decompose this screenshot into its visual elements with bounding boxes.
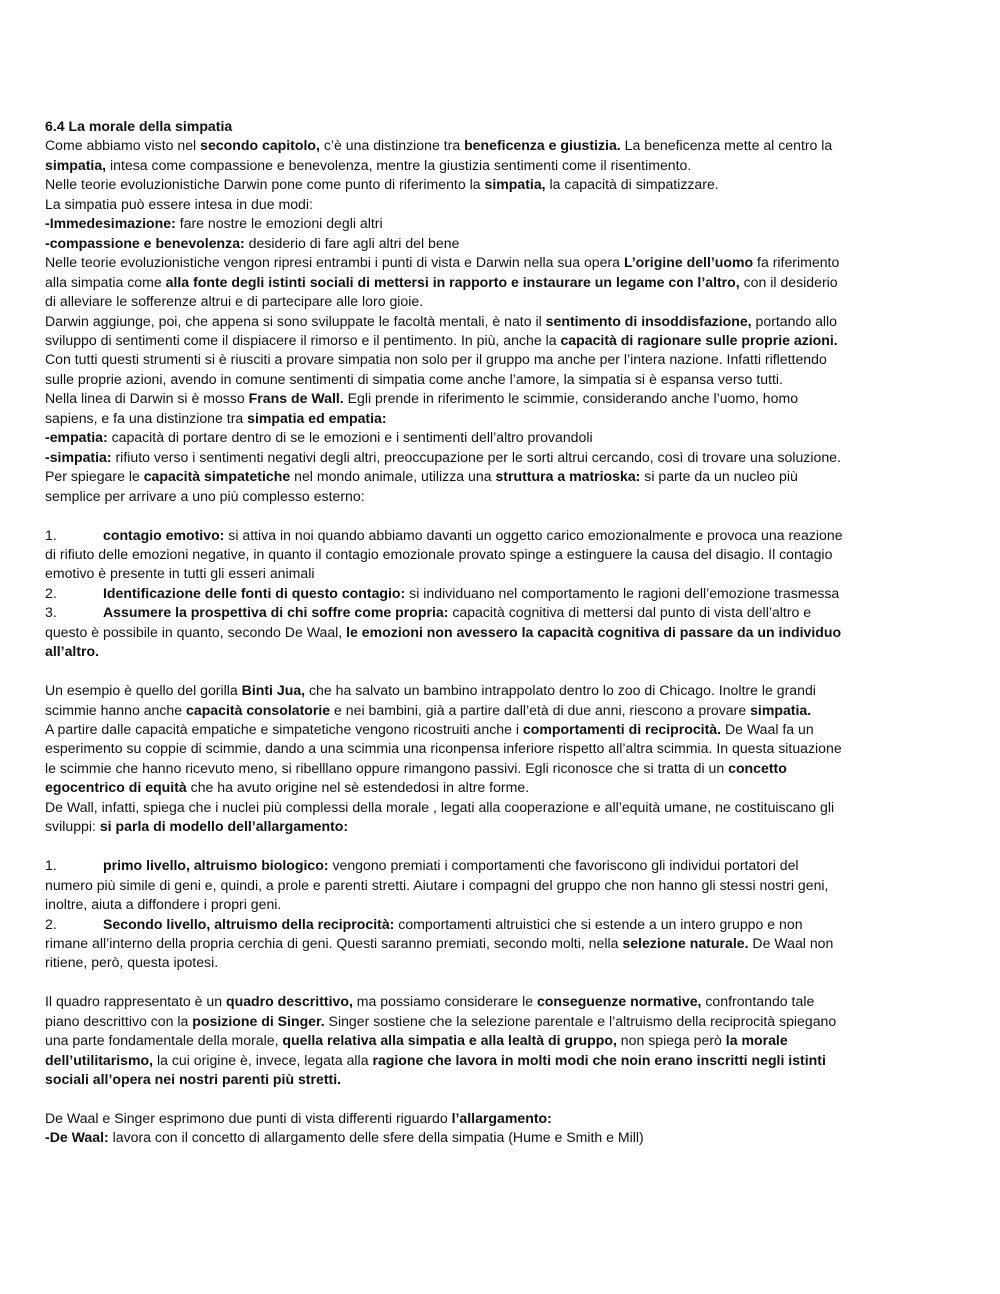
- text-run: inoltre, aiuta a diffondere i propri geni.: [45, 896, 282, 913]
- text-run: La beneficenza mette al centro la: [620, 137, 833, 154]
- bold-text: egocentrico di equità: [45, 779, 187, 796]
- bold-text: primo livello, altruismo biologico:: [103, 857, 329, 874]
- text-line: [45, 389, 882, 408]
- text-run: Come abbiamo visto nel: [45, 137, 201, 154]
- text-line: [45, 467, 882, 486]
- bold-text: si parla di modello dell’allargamento:: [99, 818, 349, 835]
- text-run: si individuano nel comportamento le ragioni dell’emozione trasmessa: [405, 584, 840, 601]
- bold-text: quella relativa alla simpatia e alla lealtà di gruppo,: [282, 1032, 617, 1049]
- text-run: le scimmie che hanno ricevuto meno, si ribelllano oppure rimangono passivi. Egli riconosce che si tratta di un: [45, 759, 729, 776]
- text-run: sviluppo di sentimenti come il dispiacere il rimorso e il pentimento. In più, anche la: [45, 331, 561, 348]
- paragraph: [45, 992, 882, 1089]
- text-run: Per spiegare le: [45, 468, 144, 485]
- text-run: questo è possibile in quanto, secondo De Waal,: [45, 623, 347, 640]
- text-line: [45, 584, 882, 603]
- text-run: portando allo: [751, 312, 838, 329]
- text-run: ritiene, però, questa ipotesi.: [45, 954, 219, 971]
- paragraph: [45, 856, 882, 973]
- text-line: [45, 681, 882, 700]
- text-run: si parte da un nucleo più: [640, 468, 798, 485]
- text-line: [45, 798, 882, 817]
- text-line: [45, 409, 882, 428]
- bold-text: struttura a matrioska:: [495, 468, 641, 485]
- text-line: [45, 253, 882, 272]
- bold-text: all’altro.: [45, 643, 100, 660]
- paragraph: [45, 389, 882, 428]
- bold-text: -Immedesimazione:: [45, 215, 176, 232]
- bold-text: conseguenze normative,: [536, 993, 702, 1010]
- bold-text: capacità consolatorie: [186, 701, 331, 718]
- list-number: 2.: [45, 584, 57, 601]
- paragraph-spacer: [45, 1090, 882, 1109]
- text-line: [45, 720, 882, 739]
- text-run: non spiega però: [616, 1032, 726, 1049]
- text-line: [45, 292, 882, 311]
- text-run: Egli prende in riferimento le scimmie, considerando anche l’uomo, homo: [343, 390, 799, 407]
- text-line: [45, 545, 882, 564]
- document-body: [45, 136, 882, 1147]
- paragraph-spacer: [45, 662, 882, 681]
- bold-text: simpatia,: [484, 176, 546, 193]
- text-run: rimane all’interno della propria cerchia di geni. Questi saranno premiati, secondo molti, nella: [45, 934, 623, 951]
- paragraph: [45, 681, 882, 837]
- bold-text: Secondo livello, altruismo della reciprocità:: [103, 915, 395, 932]
- bold-text: beneficenza e giustizia.: [464, 137, 621, 154]
- bold-text: -empatia:: [45, 429, 108, 446]
- text-line: [45, 526, 882, 545]
- text-run: sapiens, e fa una distinzione tra: [45, 409, 248, 426]
- text-run: sviluppi:: [45, 818, 100, 835]
- text-run: desiderio di fare agli altri del bene: [244, 234, 460, 251]
- section-title: 6.4 La morale della simpatia: [45, 118, 233, 134]
- paragraph: [45, 467, 882, 506]
- text-line: [45, 856, 882, 875]
- text-run: fare nostre le emozioni degli altri: [175, 215, 383, 232]
- text-run: c’è una distinzione tra: [319, 137, 465, 154]
- text-line: [45, 623, 882, 642]
- text-run: capacità di portare dentro di se le emozioni e i sentimenti dell’altro provandoli: [107, 429, 593, 446]
- text-run: Nella linea di Darwin si è mosso: [45, 390, 249, 407]
- text-line: [45, 817, 882, 836]
- bold-text: simpatia.: [750, 701, 812, 718]
- text-run: ma possiamo considerare le: [352, 993, 537, 1010]
- text-run: sulle proprie azioni, avendo in comune sentimenti di simpatia come anche l’amore, la simpatia si è espansa verso tutti.: [45, 370, 783, 387]
- text-run: nel mondo animale, utilizza una: [290, 468, 496, 485]
- paragraph: [45, 428, 882, 467]
- text-line: [45, 175, 882, 194]
- bold-text: -simpatia:: [45, 448, 112, 465]
- text-line: [45, 895, 882, 914]
- bold-text: le emozioni non avessero la capacità cognitiva di passare da un individuo: [346, 623, 842, 640]
- paragraph: [45, 175, 882, 253]
- text-line: [45, 195, 882, 214]
- text-line: [45, 234, 882, 253]
- bold-text: -De Waal:: [45, 1129, 109, 1146]
- bold-text: comportamenti di reciprocità.: [522, 721, 722, 738]
- text-line: [45, 992, 882, 1011]
- text-run: La simpatia può essere intesa in due modi:: [45, 195, 313, 212]
- text-line: [45, 350, 882, 369]
- text-run: numero più simile di geni e, quindi, a prole e parenti stretti. Aiutare i compagni del gruppo che non hanno gli stessi nostri geni,: [45, 876, 829, 893]
- text-run: fa riferimento: [753, 254, 840, 271]
- text-run: comportamenti altruistici che si estende a un intero gruppo e non: [394, 915, 803, 932]
- bold-text: dell’utilitarismo,: [45, 1051, 154, 1068]
- bold-text: quadro descrittivo,: [226, 993, 353, 1010]
- list-number: 2.: [45, 915, 57, 932]
- bold-text: simpatia,: [45, 156, 107, 173]
- text-line: [45, 136, 882, 155]
- bold-text: selezione naturale.: [622, 934, 749, 951]
- list-number: 1.: [45, 526, 57, 543]
- text-run: esperimento su coppie di scimmie, dando a una scimmia una riconpensa inferiore rispetto all’altra scimmia. In questa situazione: [45, 740, 842, 757]
- text-line: [45, 759, 882, 778]
- text-line: [45, 331, 882, 350]
- text-run: Nelle teorie evoluzionistiche Darwin pone come punto di riferimento la: [45, 176, 485, 193]
- text-run: De Waal non: [748, 934, 834, 951]
- text-line: [45, 312, 882, 331]
- text-line: [45, 448, 882, 467]
- text-line: [45, 934, 882, 953]
- text-line: [45, 214, 882, 233]
- bold-text: capacità di ragionare sulle proprie azioni.: [560, 331, 838, 348]
- text-run: confrontando tale: [701, 993, 815, 1010]
- text-run: Con tutti questi strumenti si è riusciti a provare simpatia non solo per il gruppo ma anche per l’intera nazione. Infatti riflettendo: [45, 351, 827, 368]
- paragraph: [45, 1109, 882, 1148]
- list-number: 1.: [45, 857, 57, 874]
- text-run: De Waal e Singer esprimono due punti di vista differenti riguardo: [45, 1110, 452, 1127]
- text-line: [45, 487, 882, 506]
- text-line: [45, 370, 882, 389]
- text-line: [45, 778, 882, 797]
- text-line: [45, 428, 882, 447]
- text-run: di alleviare le sofferenze altrui e di partecipare alle loro gioie.: [45, 293, 424, 310]
- text-run: la capacità di simpatizzare.: [545, 176, 719, 193]
- bold-text: capacità simpatetiche: [143, 468, 291, 485]
- list-number: 3.: [45, 604, 57, 621]
- text-line: [45, 1109, 882, 1128]
- bold-text: posizione di Singer.: [192, 1012, 325, 1029]
- text-line: [45, 1012, 882, 1031]
- text-run: una parte fondamentale della morale,: [45, 1032, 283, 1049]
- text-line: [45, 273, 882, 292]
- bold-text: la morale: [725, 1032, 788, 1049]
- text-run: Nelle teorie evoluzionistiche vengon ripresi entrambi i punti di vista e Darwin nella sua opera: [45, 254, 624, 271]
- text-run: di rifiuto delle emozioni negative, in quanto il contagio emozionale provato spinge a estinguere la causa del disagio. Il contagio: [45, 545, 833, 562]
- text-line: [45, 1070, 882, 1089]
- text-run: scimmie hanno anche: [45, 701, 187, 718]
- text-run: Singer sostiene che la selezione parentale e l’altruismo della reciprocità spiegano: [324, 1012, 837, 1029]
- paragraph-spacer: [45, 506, 882, 525]
- text-run: emotivo è presente in tutti gli esseri animali: [45, 565, 315, 582]
- paragraph: [45, 312, 882, 390]
- bold-text: L’origine dell’uomo: [623, 254, 754, 271]
- bold-text: sociali all’opera nei nostri parenti più stretti.: [45, 1071, 342, 1088]
- text-run: rifiuto verso i sentimenti negativi degli altri, preoccupazione per le sorti altrui cercando, così di trovare una soluzione.: [111, 448, 841, 465]
- paragraph: [45, 136, 882, 175]
- text-run: De Waal fa un: [721, 721, 814, 738]
- bold-text: secondo capitolo,: [200, 137, 320, 154]
- document-page: [45, 117, 882, 1148]
- bold-text: Assumere la prospettiva di chi soffre come propria:: [103, 604, 449, 621]
- text-run: De Wall, infatti, spiega che i nuclei più complessi della morale , legati alla cooperazione e all’equità umane, ne costituiscano gli: [45, 798, 835, 815]
- text-line: [45, 915, 882, 934]
- text-run: capacità cognitiva di mettersi dal punto di vista dell’altro e: [448, 604, 812, 621]
- text-line: [45, 1031, 882, 1050]
- text-run: lavora con il concetto di allargamento delle sfere della simpatia (Hume e Smith e Mill): [108, 1129, 644, 1146]
- bold-text: Binti Jua,: [241, 682, 306, 699]
- bold-text: simpatia ed empatia:: [247, 409, 387, 426]
- text-run: la cui origine è, invece, legata alla: [153, 1051, 373, 1068]
- paragraph: [45, 253, 882, 311]
- text-run: intesa come compassione e benevolenza, mentre la giustizia sentimenti come il risentimento.: [106, 156, 692, 173]
- text-line: [45, 953, 882, 972]
- text-line: [45, 156, 882, 175]
- text-run: Darwin aggiunge, poi, che appena si sono sviluppate le facoltà mentali, è nato il: [45, 312, 546, 329]
- paragraph-spacer: [45, 837, 882, 856]
- text-line: [45, 701, 882, 720]
- text-run: che ha salvato un bambino intrappolato dentro lo zoo di Chicago. Inoltre le grandi: [305, 682, 816, 699]
- bold-text: l’allargamento:: [451, 1110, 552, 1127]
- text-run: semplice per arrivare a uno più complesso esterno:: [45, 487, 365, 504]
- text-line: [45, 1051, 882, 1070]
- bold-text: Frans de Wall.: [248, 390, 344, 407]
- bold-text: contagio emotivo:: [103, 526, 225, 543]
- bold-text: concetto: [728, 759, 787, 776]
- text-line: [45, 876, 882, 895]
- text-run: piano descrittivo con la: [45, 1012, 193, 1029]
- text-line: [45, 603, 882, 622]
- text-line: [45, 564, 882, 583]
- bold-text: Identificazione delle fonti di questo contagio:: [103, 584, 406, 601]
- bold-text: alla fonte degli istinti sociali di mettersi in rapporto e instaurare un legame con l’altro,: [165, 273, 740, 290]
- text-line: [45, 642, 882, 661]
- text-run: Un esempio è quello del gorilla: [45, 682, 242, 699]
- text-run: Il quadro rappresentato è un: [45, 993, 226, 1010]
- text-line: [45, 739, 882, 758]
- text-run: vengono premiati i comportamenti che favoriscono gli individui portatori del: [328, 857, 799, 874]
- text-run: A partire dalle capacità empatiche e simpatetiche vengono ricostruiti anche i: [45, 721, 523, 738]
- paragraph-spacer: [45, 973, 882, 992]
- text-run: con il desiderio: [739, 273, 838, 290]
- paragraph: [45, 526, 882, 662]
- text-run: e nei bambini, già a partire dall’età di due anni, riescono a provare: [330, 701, 751, 718]
- bold-text: ragione che lavora in molti modi che noin erano inscritti negli istinti: [372, 1051, 826, 1068]
- text-run: alla simpatia come: [45, 273, 166, 290]
- text-line: [45, 1128, 882, 1147]
- text-run: si attiva in noi quando abbiamo davanti un oggetto carico emozionalmente e provoca una reazione: [224, 526, 843, 543]
- bold-text: -compassione e benevolenza:: [45, 234, 245, 251]
- bold-text: sentimento di insoddisfazione,: [545, 312, 752, 329]
- text-run: che ha avuto origine nel sè estendedosi in altre forme.: [186, 779, 530, 796]
